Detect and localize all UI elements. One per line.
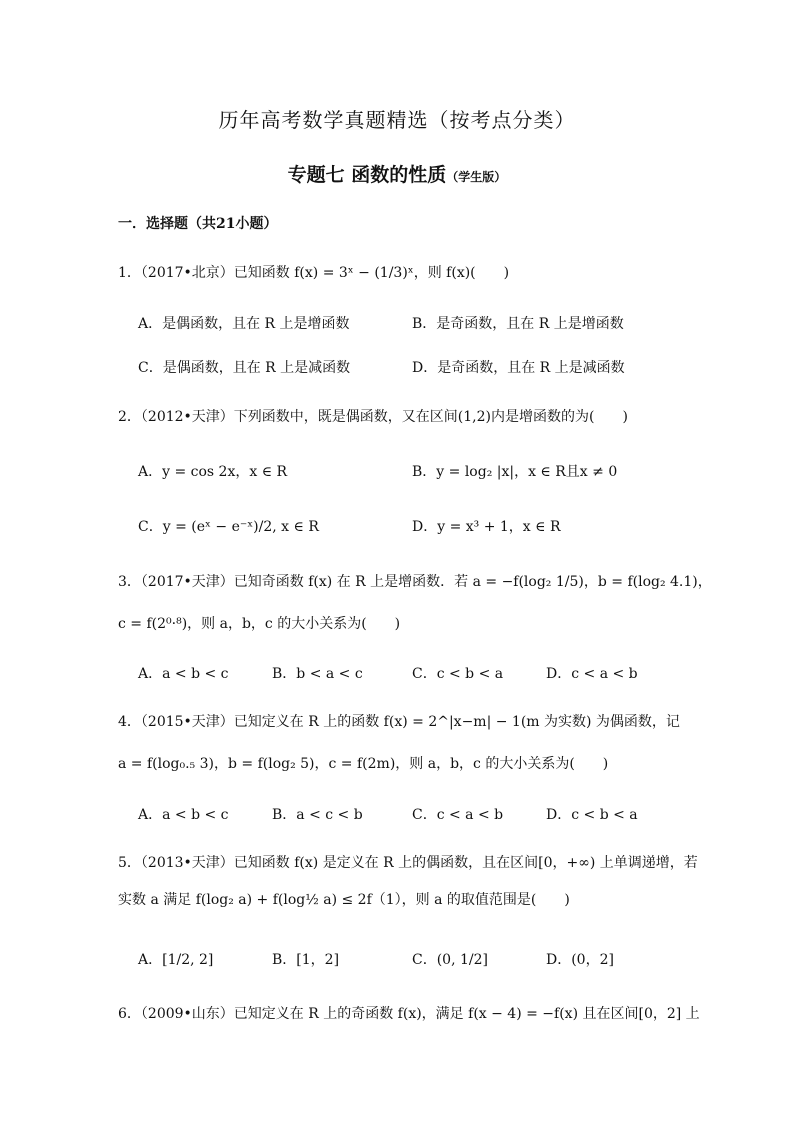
question-3-option-d: D．c < a < b <box>546 666 638 682</box>
question-5-stem-line-2: 实数 a 满足 f(log₂ a) + f(log½ a) ≤ 2f（1），则 a 的取值范围是( ) <box>118 892 570 908</box>
question-4-option-a: A．a < b < c <box>138 807 229 823</box>
question-5-stem-line-1: 5．（2013•天津）已知函数 f(x) 是定义在 R 上的偶函数，且在区间[0，+∞) 上单调递增，若 <box>118 855 698 871</box>
question-2-stem: 2．（2012•天津）下列函数中，既是偶函数，又在区间(1,2)内是增函数的为( ) <box>118 409 628 425</box>
question-4-stem-line-2: a = f(log₀.₅ 3)，b = f(log₂ 5)，c = f(2m)，则 a，b，c 的大小关系为( ) <box>118 756 609 772</box>
question-4-option-d: D．c < b < a <box>546 807 638 823</box>
question-3-option-a: A．a < b < c <box>138 666 229 682</box>
question-3-option-b: B．b < a < c <box>272 666 363 682</box>
question-5-option-b: B．[1，2] <box>272 952 340 968</box>
question-5-option-d: D．(0，2] <box>546 952 614 968</box>
question-5-option-a: A．[1/2, 2] <box>138 952 214 968</box>
question-4-option-b: B．a < c < b <box>272 807 363 823</box>
document-subtitle <box>0 160 794 187</box>
question-1-option-d: D．是奇函数，且在 R 上是减函数 <box>412 360 625 376</box>
question-2-option-b: B．y = log₂ |x|，x ∈ R且x ≠ 0 <box>412 464 618 480</box>
question-1-stem: 1．（2017•北京）已知函数 f(x) = 3ˣ − (1/3)ˣ，则 f(x)( ) <box>118 265 510 281</box>
section-heading: 一．选择题（共21小题） <box>118 216 278 232</box>
question-2-option-a: A．y = cos 2x，x ∈ R <box>138 464 288 480</box>
question-6-stem-line-1: 6．（2009•山东）已知定义在 R 上的奇函数 f(x)，满足 f(x − 4) = −f(x) 且在区间[0，2] 上 <box>118 1006 700 1022</box>
question-1-option-a: A．是偶函数，且在 R 上是增函数 <box>138 316 350 332</box>
subtitle-note: （学生版） <box>446 170 507 184</box>
document-title: 历年高考数学真题精选（按考点分类） <box>218 108 576 132</box>
question-3-option-c: C．c < b < a <box>412 666 504 682</box>
question-5-option-c: C．(0, 1/2] <box>412 952 488 968</box>
question-1-option-b: B．是奇函数，且在 R 上是增函数 <box>412 316 624 332</box>
question-3-stem-line-1: 3．（2017•天津）已知奇函数 f(x) 在 R 上是增函数．若 a = −f(log₂ 1/5)，b = f(log₂ 4.1)， <box>118 574 712 590</box>
question-2-option-d: D．y = x³ + 1，x ∈ R <box>412 519 561 535</box>
question-1-option-c: C．是偶函数，且在 R 上是减函数 <box>138 360 351 376</box>
question-3-stem-line-2: c = f(2⁰·⁸)，则 a，b，c 的大小关系为( ) <box>118 616 401 632</box>
question-4-stem-line-1: 4．（2015•天津）已知定义在 R 上的函数 f(x) = 2^|x−m| − 1(m 为实数) 为偶函数，记 <box>118 714 680 730</box>
question-4-option-c: C．c < a < b <box>412 807 504 823</box>
subtitle-text: 专题七 函数的性质 <box>287 164 447 186</box>
question-2-option-c: C．y = (eˣ − e⁻ˣ)/2, x ∈ R <box>138 519 319 535</box>
